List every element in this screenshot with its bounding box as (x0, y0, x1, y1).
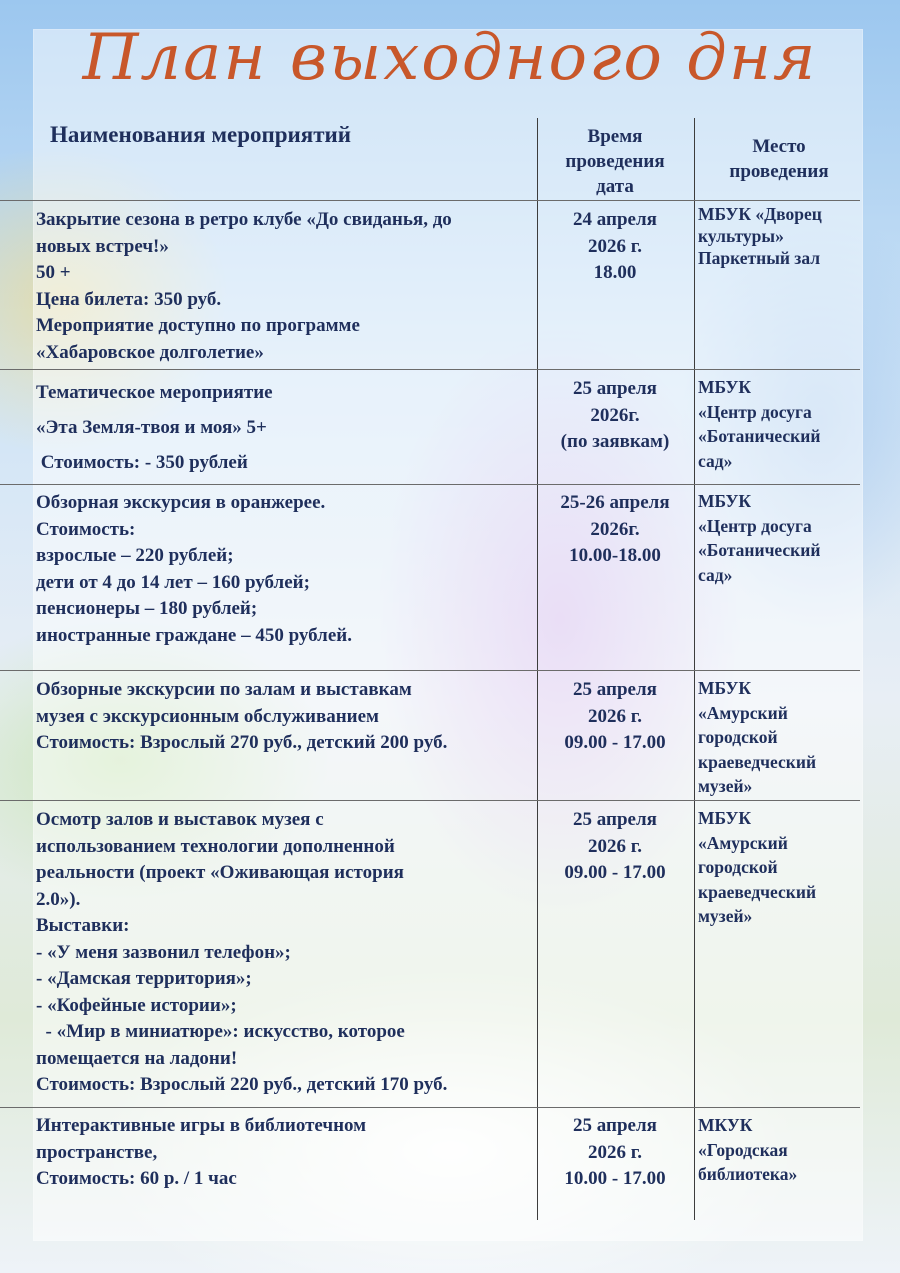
event-place-line: МБУК (698, 491, 752, 511)
event-time-line: 2026г. (590, 518, 640, 540)
column-divider (694, 118, 695, 1220)
column-header-place (698, 134, 860, 184)
event-place-line: «Городская (698, 1139, 788, 1160)
event-time-line: 25 апреля (573, 679, 657, 700)
event-time-line: 2026 г. (588, 1141, 642, 1163)
event-place-line: «Центр досуга (698, 515, 812, 536)
event-name-line: реальности (проект «Оживающая история (36, 862, 404, 883)
event-name-line: дети от 4 до 14 лет – 160 рублей; (36, 571, 310, 593)
event-time-line: 2026г. (590, 404, 640, 426)
event-time (540, 1113, 690, 1193)
event-name-line: «Хабаровское долголетие» (36, 341, 264, 363)
event-name (36, 807, 536, 1099)
event-name-line: Тематическое мероприятие (36, 382, 273, 403)
event-name-line: Стоимость: 60 р. / 1 час (36, 1168, 237, 1189)
event-time-line: 2026 г. (588, 235, 642, 257)
event-place-line: краеведческий (698, 881, 817, 902)
event-time-line: 25 апреля (573, 809, 657, 830)
event-time-line: 2026 г. (588, 705, 642, 727)
event-time-line: 09.00 - 17.00 (564, 862, 666, 883)
event-place (698, 676, 858, 799)
row-divider (0, 1107, 860, 1108)
event-place (698, 806, 858, 929)
event-place-line: библиотека» (698, 1164, 798, 1184)
event-place-line: сад» (698, 564, 733, 585)
event-time (540, 376, 690, 456)
column-divider (537, 118, 538, 1220)
event-name-line: - «Дамская территория»; (36, 968, 252, 989)
event-name (36, 490, 536, 649)
event-place-line: сад» (698, 450, 733, 471)
event-name-line: взрослые – 220 рублей; (36, 545, 234, 566)
event-place (698, 1113, 858, 1187)
event-name-line: - «Мир в миниатюре»: искусство, которое (36, 1021, 405, 1042)
event-place-line: городской (698, 727, 778, 747)
event-name-line: Выставки: (36, 915, 130, 936)
event-name-line: иностранные граждане – 450 рублей. (36, 624, 352, 646)
event-name-line: Обзорная экскурсия в оранжерее. (36, 492, 326, 513)
event-place-line: «Ботанический (698, 426, 821, 446)
event-name-line: Осмотр залов и выставок музея с (36, 809, 324, 830)
event-name-line: - «Кофейные истории»; (36, 994, 237, 1016)
event-time (540, 807, 690, 887)
event-time-line: 10.00 - 17.00 (564, 1168, 666, 1189)
column-header-time-line: проведения (565, 151, 665, 172)
column-header-place-line: проведения (729, 161, 829, 182)
event-name-line: пространстве, (36, 1141, 158, 1163)
event-place-line: МБУК «Дворец (698, 204, 822, 224)
event-time-line: 09.00 - 17.00 (564, 732, 666, 753)
event-place-line: городской (698, 857, 778, 877)
event-time-line: (по заявкам) (560, 431, 670, 452)
event-time (540, 207, 690, 287)
column-header-time-line: Время (587, 126, 643, 147)
row-divider (0, 369, 860, 370)
event-place-line: Паркетный зал (698, 248, 821, 268)
event-name-line: помещается на ладони! (36, 1047, 238, 1069)
event-place-line: краеведческий (698, 751, 817, 772)
event-place-line: МКУК (698, 1115, 753, 1135)
row-divider (0, 200, 860, 201)
event-time-line: 2026 г. (588, 835, 642, 857)
event-time-line: 25-26 апреля (560, 492, 670, 513)
event-place-line: МБУК (698, 808, 752, 828)
event-name-line: Стоимость: Взрослый 220 руб., детский 170 руб. (36, 1074, 448, 1095)
event-name-line: Интерактивные игры в библиотечном (36, 1115, 367, 1136)
event-name (36, 375, 536, 480)
event-place-line: музей» (698, 776, 753, 796)
row-divider (0, 484, 860, 485)
event-place-line: МБУК (698, 377, 752, 397)
event-place-line: музей» (698, 906, 753, 926)
event-name-line: пенсионеры – 180 рублей; (36, 598, 258, 619)
event-name-line: музея с экскурсионным обслуживанием (36, 705, 379, 727)
event-name-line: Стоимость: (36, 518, 136, 540)
event-name-line: Закрытие сезона в ретро клубе «До свиданья, до (36, 209, 452, 230)
row-divider (0, 670, 860, 671)
column-header-time (540, 124, 690, 199)
event-place-line: МБУК (698, 678, 752, 698)
event-place-line: «Центр досуга (698, 401, 812, 422)
event-place (698, 203, 858, 269)
event-name (36, 677, 536, 757)
event-time-line: 25 апреля (573, 1115, 657, 1136)
column-header-name (38, 118, 520, 152)
event-name-line: новых встреч!» (36, 235, 169, 257)
event-place-line: культуры» (698, 226, 784, 246)
event-name-line: 50 + (36, 262, 71, 283)
event-name-line: Стоимость: - 350 рублей (36, 452, 248, 473)
event-name-line: использованием технологии дополненной (36, 835, 395, 857)
event-name (36, 207, 536, 366)
event-time-line: 24 апреля (573, 209, 657, 230)
event-place-line: «Амурский (698, 832, 788, 853)
column-header-place-line: Место (752, 136, 806, 157)
event-name (36, 1113, 536, 1193)
event-time-line: 10.00-18.00 (569, 545, 661, 566)
event-place-line: «Ботанический (698, 540, 821, 560)
event-name-line: Мероприятие доступно по программе (36, 315, 360, 336)
event-place (698, 489, 858, 587)
event-name-line: Обзорные экскурсии по залам и выставкам (36, 679, 412, 700)
column-header-time-line: дата (596, 176, 634, 197)
event-name-line: - «У меня зазвонил телефон»; (36, 941, 291, 963)
event-place-line: «Амурский (698, 702, 788, 723)
event-time (540, 490, 690, 570)
event-place (698, 375, 858, 473)
event-time-line: 25 апреля (573, 378, 657, 399)
row-divider (0, 800, 860, 801)
event-name-line: «Эта Земля-твоя и моя» 5+ (36, 417, 267, 438)
event-name-line: Стоимость: Взрослый 270 руб., детский 200 руб. (36, 732, 448, 753)
event-time (540, 677, 690, 757)
event-time-line: 18.00 (593, 262, 637, 283)
event-name-line: Цена билета: 350 руб. (36, 288, 222, 310)
page-title: План выходного дня (82, 21, 818, 95)
column-header-name-label: Наименования мероприятий (50, 122, 352, 147)
event-name-line: 2.0»). (36, 888, 81, 910)
